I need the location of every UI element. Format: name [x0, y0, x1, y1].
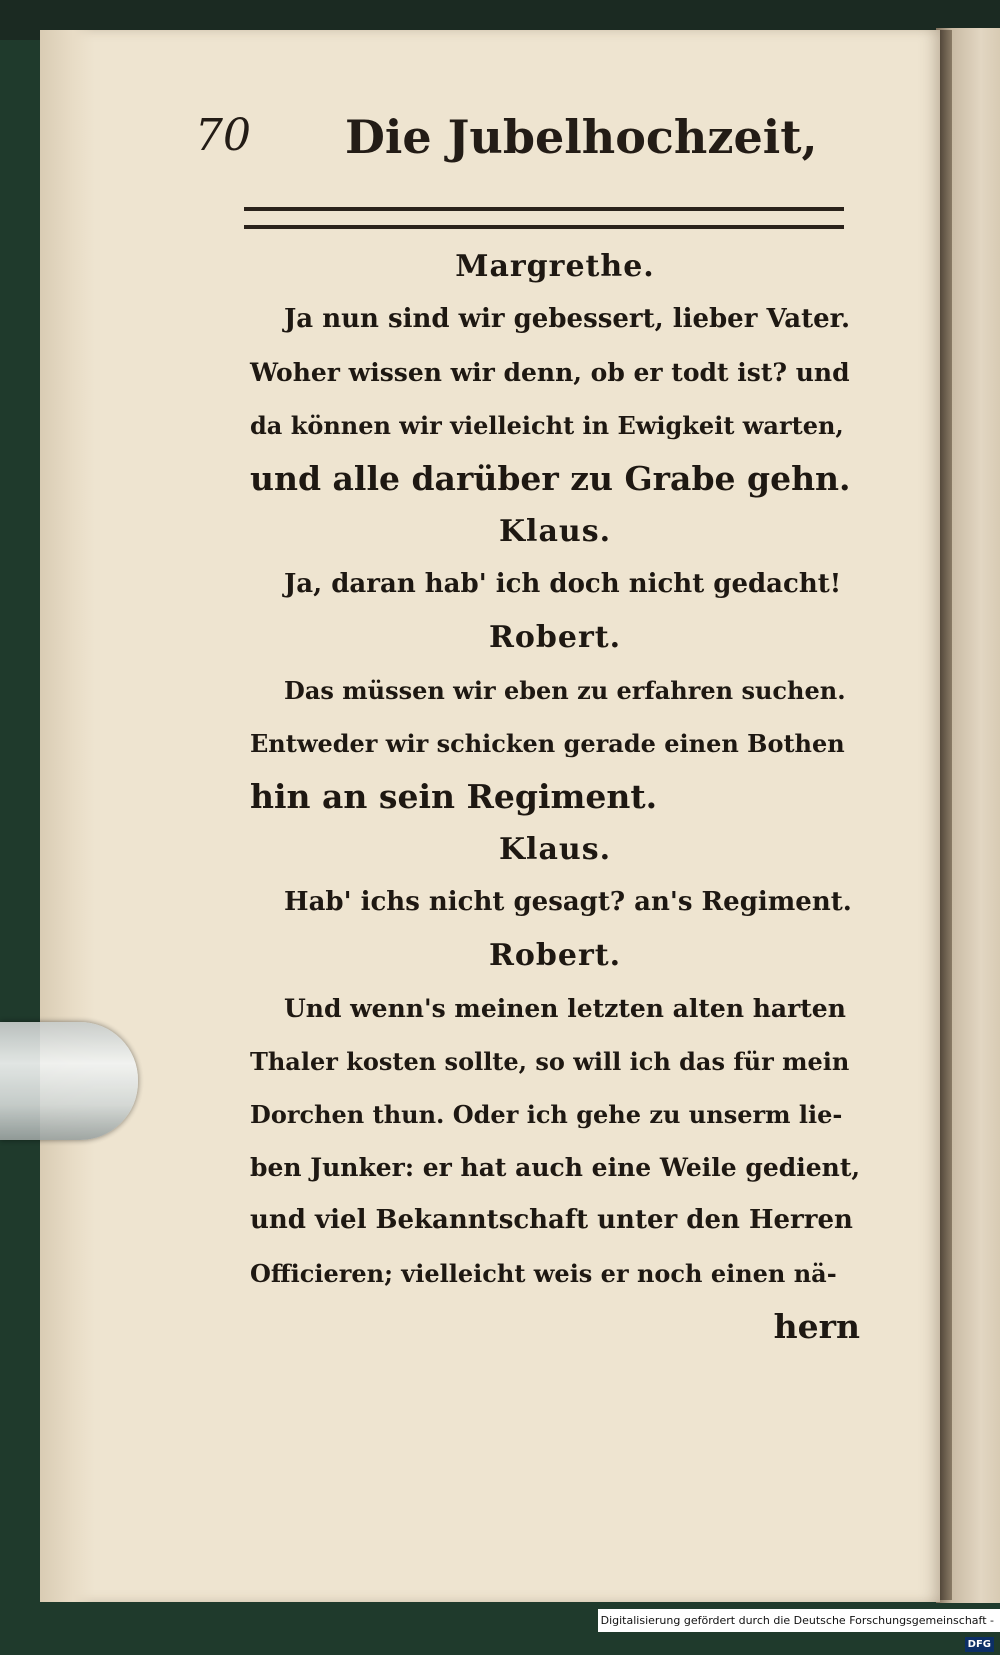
text-line: und viel Bekanntschaft unter den Herren: [250, 1205, 853, 1235]
text-line: Woher wissen wir denn, ob er todt ist? und: [250, 358, 850, 387]
text-line: Entweder wir schicken gerade einen Bothen: [250, 729, 845, 758]
book-clip: [0, 1022, 138, 1140]
page-number: 70: [195, 110, 251, 161]
speaker-name: Klaus.: [498, 514, 612, 549]
speaker-name: Klaus.: [498, 832, 612, 867]
book-gutter: [938, 30, 952, 1600]
digitization-footer: [598, 1609, 1000, 1650]
text-line: hin an sein Regiment.: [250, 777, 658, 816]
catchword: hern: [773, 1307, 860, 1346]
text-line: Und wenn's meinen letzten alten harten: [284, 994, 846, 1023]
text-line: ben Junker: er hat auch eine Weile gedient,: [250, 1153, 861, 1182]
page-text: [250, 240, 860, 1353]
text-line: und alle darüber zu Grabe gehn.: [250, 459, 851, 498]
text-line: Das müssen wir eben zu erfahren suchen.: [284, 676, 846, 705]
running-title: Die Jubelhochzeit,: [345, 110, 818, 164]
text-line: Dorchen thun. Oder ich gehe zu unserm lie-: [250, 1100, 843, 1129]
speaker-name: Robert.: [488, 620, 622, 655]
speaker-name: Margrethe.: [455, 249, 655, 284]
footer-credit: Digitalisierung gefördert durch die Deutsche Forschungsgemeinschaft -: [600, 1614, 994, 1627]
text-line: Ja nun sind wir gebessert, lieber Vater.: [284, 304, 851, 334]
text-line: Ja, daran hab' ich doch nicht gedacht!: [284, 569, 842, 599]
header-double-rule: [244, 207, 844, 229]
text-line: Hab' ichs nicht gesagt? an's Regiment.: [284, 887, 852, 917]
text-line: da können wir vielleicht in Ewigkeit warten,: [250, 411, 844, 440]
text-line: Thaler kosten sollte, so will ich das für mein: [250, 1047, 850, 1076]
text-line: Officieren; vielleicht weis er noch einen nä-: [250, 1259, 837, 1288]
page-header: [195, 110, 875, 180]
dfg-logo: DFG: [965, 1637, 994, 1652]
speaker-name: Robert.: [488, 938, 622, 973]
